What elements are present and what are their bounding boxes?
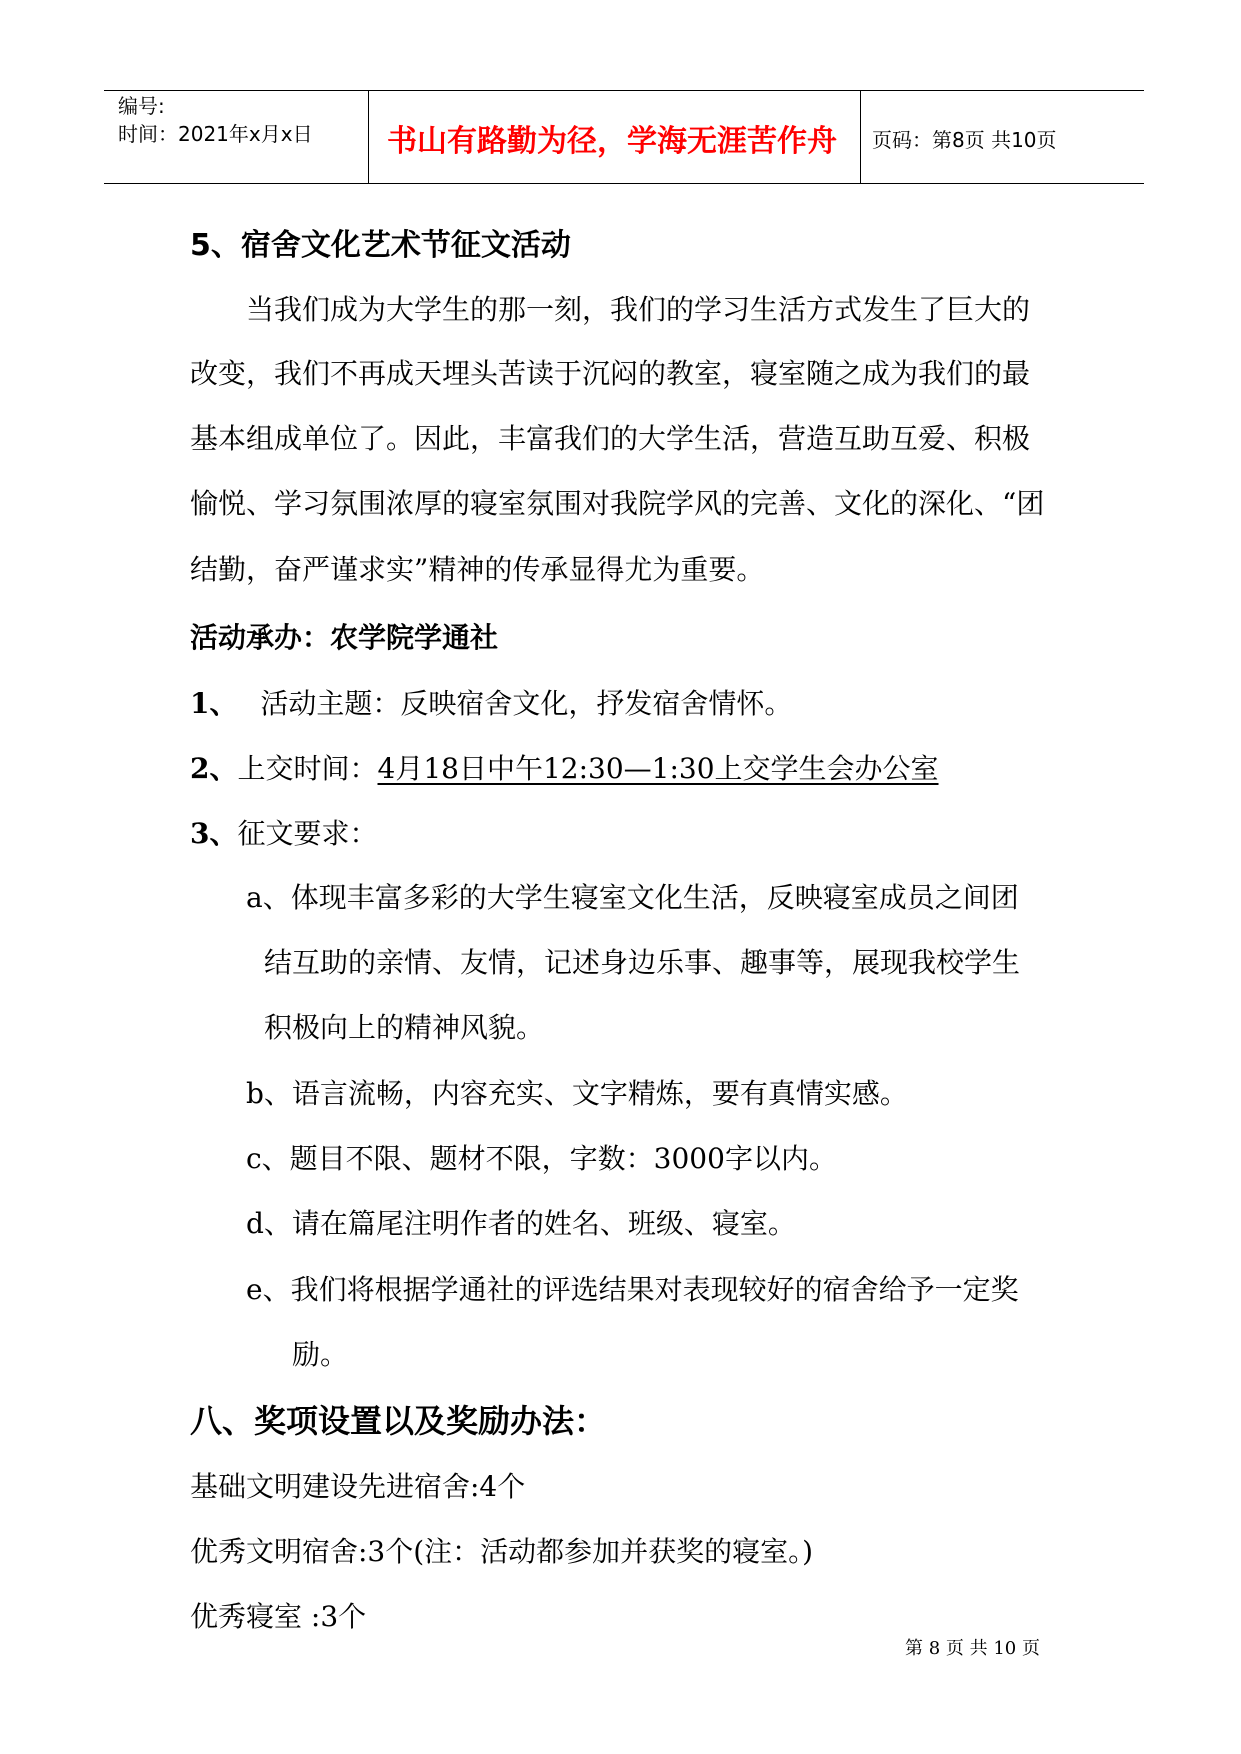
item-2-number: 2、 <box>190 752 238 785</box>
header-divider-left <box>368 90 369 183</box>
requirement-e-line: e、我们将根据学通社的评选结果对表现较好的宿舍给予一定奖 <box>246 1273 1019 1306</box>
item-1-text: 活动主题：反映宿舍文化，抒发宿舍情怀。 <box>260 687 793 720</box>
page-footer: 第 8 页 共 10 页 <box>905 1638 1040 1659</box>
item-1 <box>190 686 792 722</box>
requirement-a-line: 积极向上的精神风貌。 <box>264 1011 545 1044</box>
item-3-text: 征文要求： <box>237 817 378 850</box>
header-meta <box>118 92 313 148</box>
item-1-number: 1、 <box>190 687 238 720</box>
time-label: 时间：2021年x月x日 <box>118 122 313 146</box>
award-line: 优秀寝室 :3个 <box>190 1600 367 1633</box>
award-line: 优秀文明宿舍:3个(注：活动都参加并获奖的寝室。) <box>190 1535 814 1568</box>
item-2-value: 4月18日中午12:30—1:30上交学生会办公室 <box>377 752 939 785</box>
item-2 <box>190 751 939 787</box>
serial-label: 编号: <box>118 94 165 118</box>
requirement-a-line: 结互助的亲情、友情，记述身边乐事、趣事等，展现我校学生 <box>264 946 1021 979</box>
header-divider-right <box>860 90 861 183</box>
header-motto: 书山有路勤为径，学海无涯苦作舟 <box>387 124 837 159</box>
header-top-rule <box>104 90 1144 91</box>
requirement-d: d、请在篇尾注明作者的姓名、班级、寝室。 <box>246 1207 796 1240</box>
paragraph-line: 结勤，奋严谨求实”精神的传承显得尤为重要。 <box>190 553 765 586</box>
requirement-e-line: 励。 <box>292 1338 349 1371</box>
requirement-a-line: a、体现丰富多彩的大学生寝室文化生活，反映寝室成员之间团 <box>246 881 1019 914</box>
paragraph-line: 基本组成单位了。因此，丰富我们的大学生活，营造互助互爱、积极 <box>190 422 1031 455</box>
item-3 <box>190 816 378 852</box>
header-page-label: 页码：第8页 共10页 <box>872 128 1057 152</box>
item-3-number: 3、 <box>190 817 238 850</box>
organizer-line: 活动承办：农学院学通社 <box>190 621 499 654</box>
requirement-c: c、题目不限、题材不限，字数：3000字以内。 <box>246 1142 837 1175</box>
item-2-label: 上交时间： <box>237 752 378 785</box>
section8-title: 八、奖项设置以及奖励办法： <box>190 1402 607 1440</box>
paragraph-line: 改变，我们不再成天埋头苦读于沉闷的教室，寝室随之成为我们的最 <box>190 357 1031 390</box>
award-line: 基础文明建设先进宿舍:4个 <box>190 1470 526 1503</box>
requirement-b: b、语言流畅，内容充实、文字精炼，要有真情实感。 <box>246 1077 908 1110</box>
section5-title: 5、宿舍文化艺术节征文活动 <box>190 228 571 263</box>
header-bottom-rule <box>104 183 1144 184</box>
paragraph-line: 当我们成为大学生的那一刻，我们的学习生活方式发生了巨大的 <box>246 293 1031 326</box>
paragraph-line: 愉悦、学习氛围浓厚的寝室氛围对我院学风的完善、文化的深化、“团 <box>190 487 1045 520</box>
